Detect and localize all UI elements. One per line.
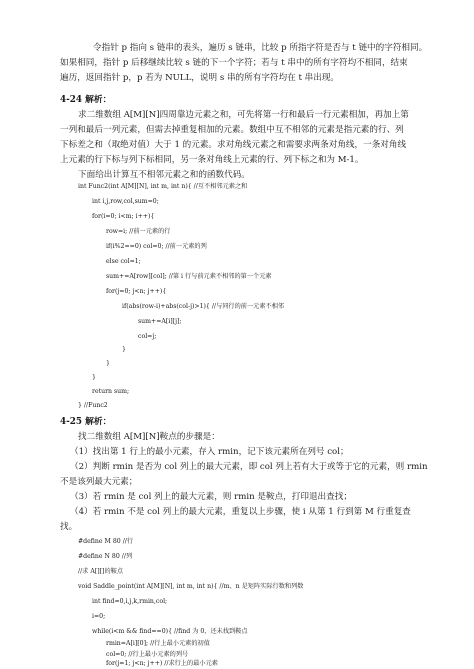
intro-line-1: 令指针 p 指向 s 链串的表头，遍历 s 链串，比较 p 所指字符是否与 t 链中的字符相同。: [93, 43, 428, 53]
s425-step-3: （3）若 rmin 是 col 列上的最大元素，则 rmin 是鞍点，打印退出查找；: [70, 492, 352, 502]
s424-code-line: }: [122, 346, 126, 353]
s425-step-2-cont: 不是该列最大元素；: [60, 477, 138, 487]
s424-paragraph-line-3: 下标差之和（取绝对值）大于 1 的元素。求对角线元素之和需要求两条对角线，一条对角线: [60, 140, 407, 150]
s424-paragraph-line-2: 一列和最后一列元素，但需去掉重复相加的元素。数组中互不相邻的元素是指元素的行、列: [60, 125, 404, 135]
s424-code-line: int Func2(int A[M][N], int m, int n){ //互不相邻元素之和: [78, 183, 248, 190]
s424-code-line: int i,j,row,col,sum=0;: [92, 198, 159, 205]
s425-code-line: rmin=A[i][0]; //行上最小元素的初值: [106, 640, 210, 647]
s424-code-line: if(abs(row-i)+abs(col-j)>1){ //与同行的前一元素不相邻: [122, 303, 285, 310]
s425-step-2: （2）判断 rmin 是否为 col 列上的最大元素，即 col 列上若有大于或等于它的元素，则 rmin: [70, 462, 428, 472]
s424-code-line: sum+=A[row][col]; //第 i 行与前元素不相邻的第一个元素: [106, 273, 272, 280]
s424-code-line: }: [92, 374, 96, 381]
s424-paragraph-line-1: 求二维数组 A[M][N]四周靠边元素之和，可先将第一行和最后一行元素相加，再加上第: [78, 110, 409, 120]
s425-code-line: for(j=1; j<n; j++) //求行上的最小元素: [106, 660, 218, 667]
s425-code-line: int find=0,i,j,k,rmin,col;: [92, 598, 168, 605]
s425-step-1: （1）找出第 1 行上的最小元素，存入 rmin，记下该元素所在列号 col；: [70, 447, 349, 457]
s425-paragraph-line-1: 找二维数组 A[M][N]鞍点的步骤是：: [78, 432, 220, 442]
s425-step-4-cont: 找。: [60, 522, 78, 532]
s424-code-line: }: [106, 360, 110, 367]
s424-code-line: return sum;: [92, 388, 130, 395]
s424-paragraph-line-5: 下面给出计算互不相邻元素之和的函数代码。: [78, 170, 250, 180]
section-4-24-heading: 4-24 解析：: [60, 95, 112, 105]
s425-code-line: i=0;: [92, 613, 106, 620]
s425-step-4: （4）若 rmin 不是 col 列上的最大元素，重复以上步骤，使 i 从第 1 行到第 M 行重复查: [70, 507, 411, 517]
s424-paragraph-line-4: 上元素的行下标与列下标相同，另一条对角线上元素的行、列下标之和为 M-1。: [60, 155, 364, 165]
s424-code-line: col=j;: [138, 333, 157, 340]
s425-code-line: col=0; //行上最小元素的列号: [106, 651, 189, 658]
intro-line-3: 遍历，返回指针 p，p 若为 NULL，说明 s 串的所有字符均在 t 串出现。: [60, 73, 340, 83]
section-4-25-heading: 4-25 解析：: [60, 417, 112, 427]
s425-code-line: while(i<m && find==0){ //find 为 0，还未找到鞍点: [92, 628, 248, 635]
s425-code-line: #define M 80 //行: [78, 538, 134, 545]
s424-code-line: for(i=0; i<m; i++){: [92, 213, 155, 220]
s425-code-line: //求 A[][]的鞍点: [78, 568, 124, 575]
s425-code-line: #define N 80 //列: [78, 553, 133, 560]
s424-code-line: if(i%2==0) col=0; //前一元素的列: [106, 243, 207, 250]
s425-code-line: void Saddle_point(int A[M][N], int m, int n){ //m、n 是矩阵实际行数和列数: [78, 583, 304, 590]
s424-code-line: } //Func2: [78, 402, 108, 409]
s424-code-line: row=i; //前一元素的行: [106, 228, 171, 235]
s424-code-line: else col=1;: [106, 258, 141, 265]
s424-code-line: for(j=0; j<n; j++){: [106, 288, 167, 295]
s424-code-line: sum+=A[i][j];: [138, 318, 182, 325]
intro-line-2: 如果相同，指针 p 后移继续比较 s 链的下一个字符；若与 t 串中的所有字符均不相同，结束: [60, 58, 408, 68]
